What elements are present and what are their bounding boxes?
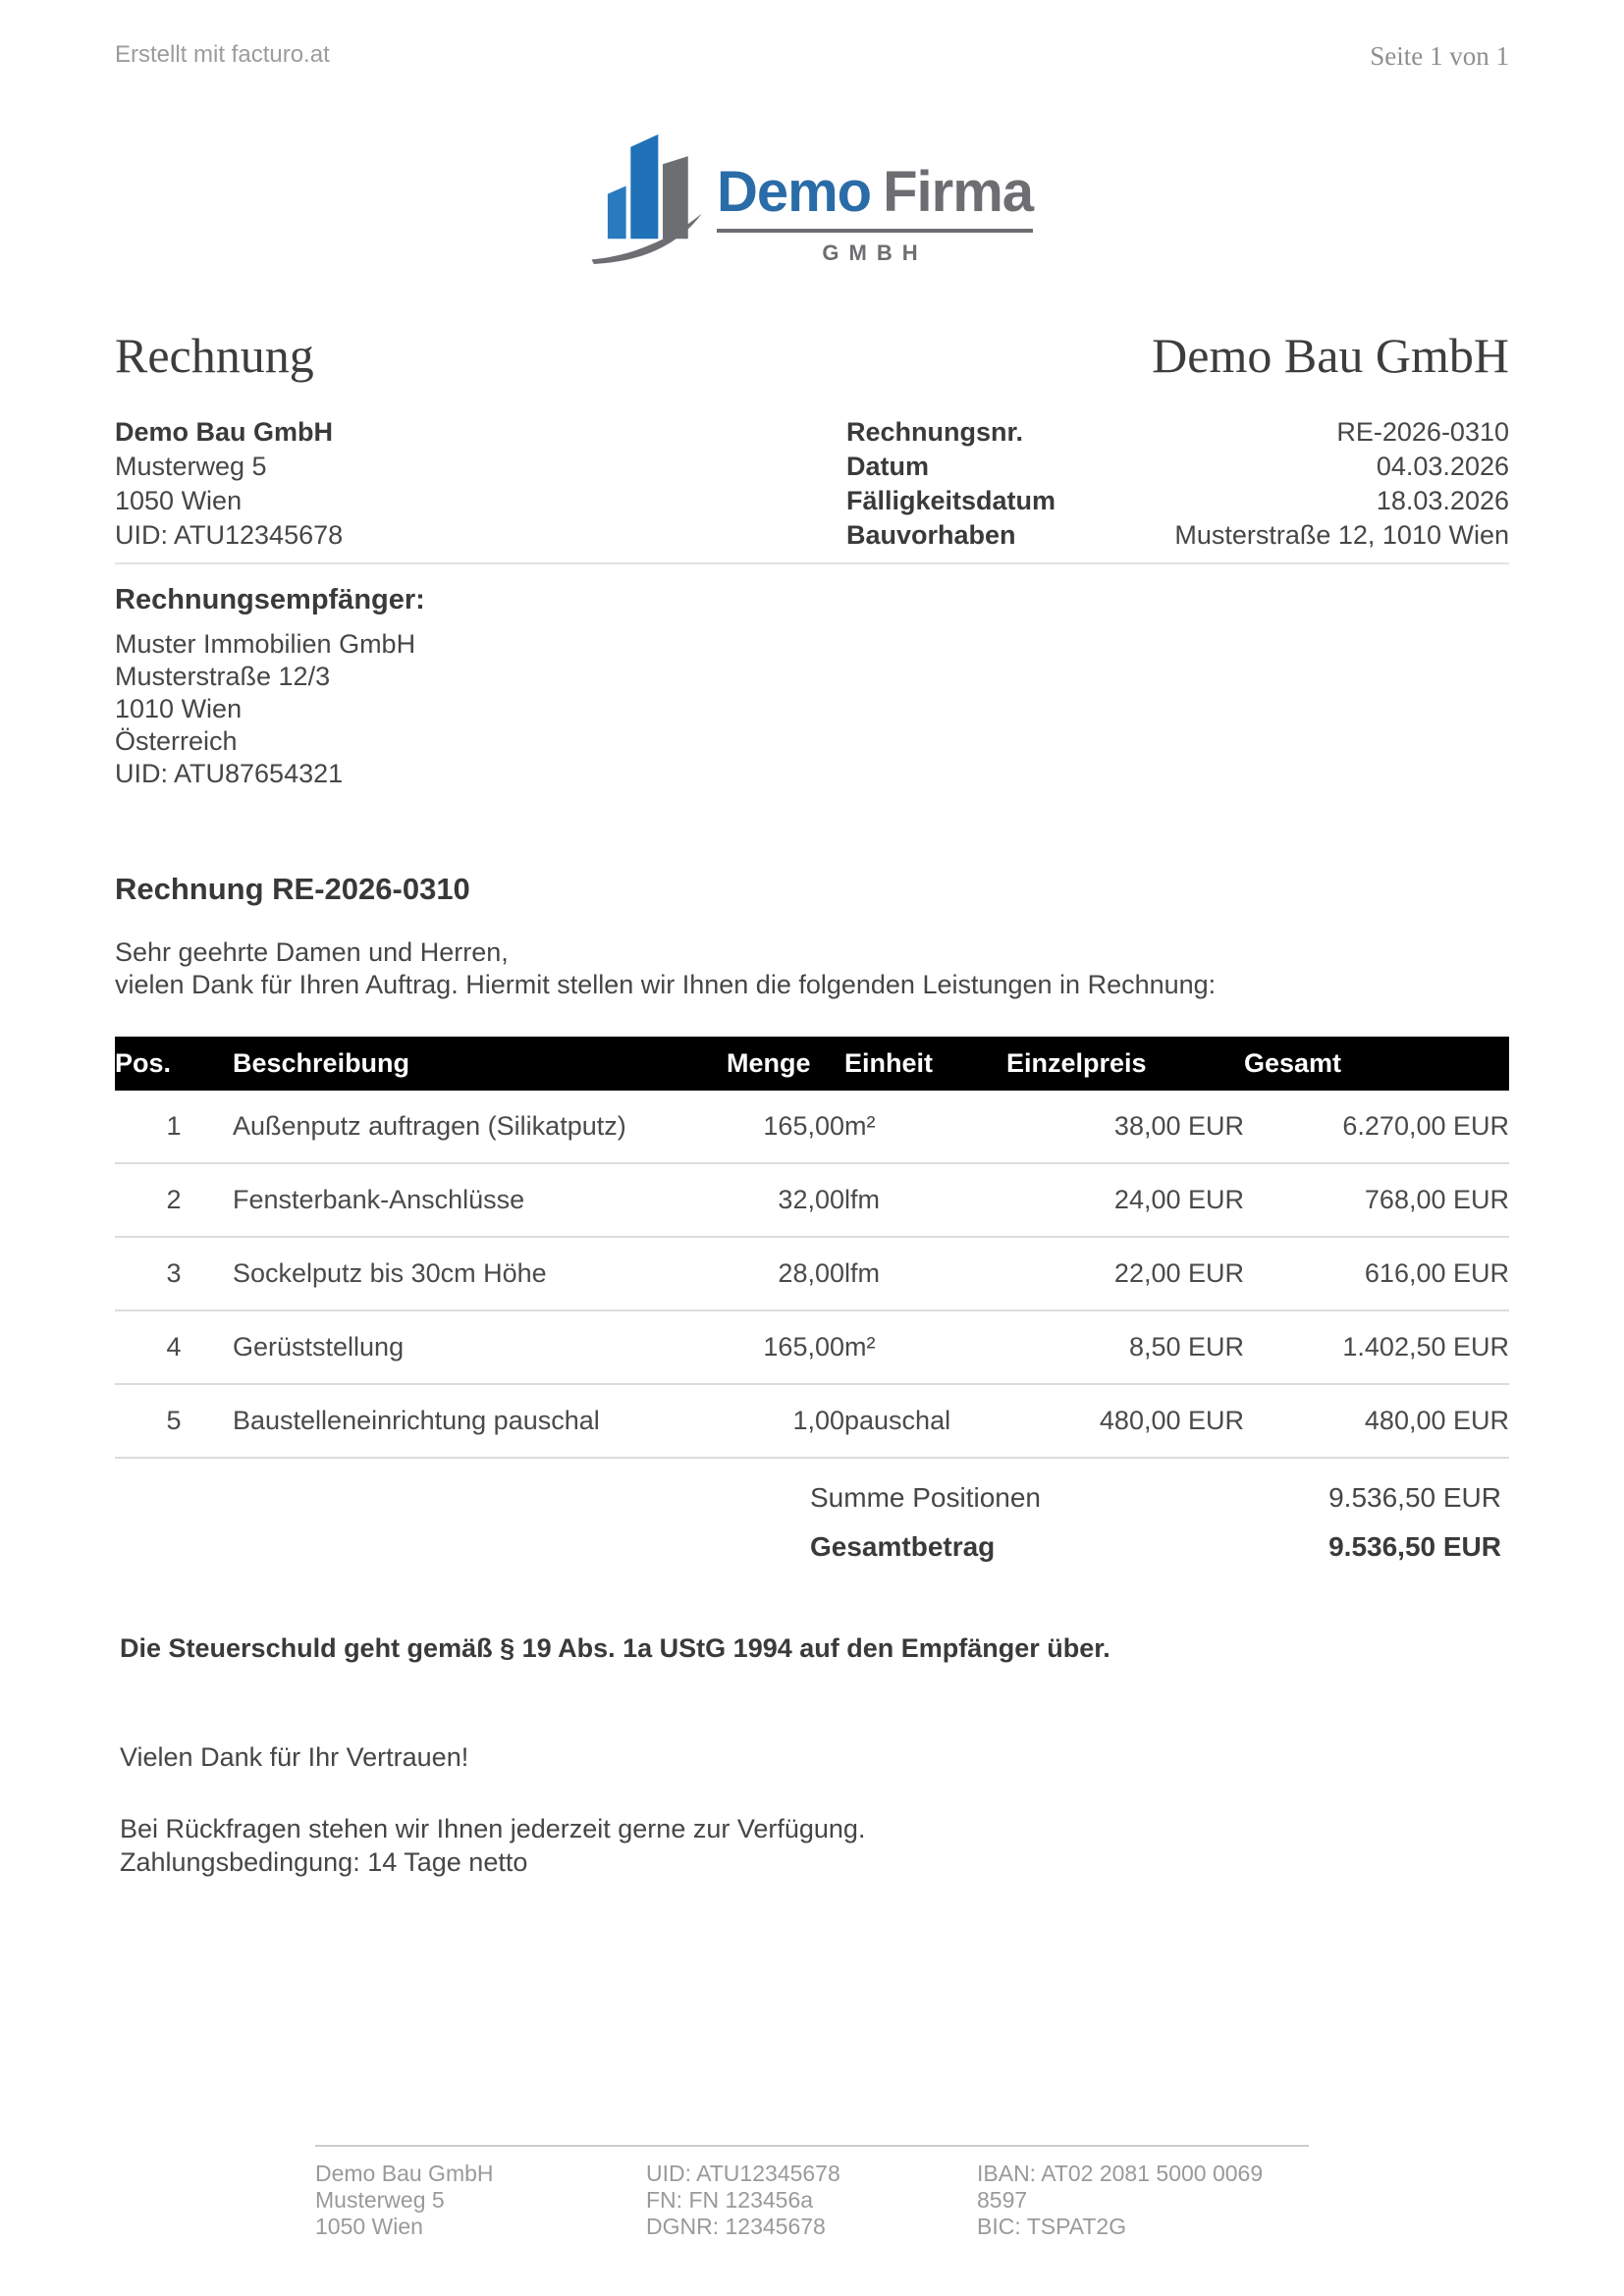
logo-word-firma: Firma xyxy=(883,160,1034,224)
cell-unit: lfm xyxy=(844,1163,1006,1237)
greeting-line-1: Sehr geehrte Damen und Herren, xyxy=(115,937,509,967)
greeting-block xyxy=(115,936,1509,1001)
logo-lockup xyxy=(591,129,1033,266)
cell-pos: 1 xyxy=(115,1091,233,1163)
meta-label: Bauvorhaben xyxy=(846,520,1016,550)
subtotal-value: 9.536,50 EUR xyxy=(1328,1482,1501,1513)
footer-company-name: Demo Bau GmbH xyxy=(315,2161,494,2186)
meta-row-due-date xyxy=(846,484,1509,518)
page-footer xyxy=(315,2145,1309,2240)
sender-city: 1050 Wien xyxy=(115,486,243,515)
logo-word-demo: Demo xyxy=(716,160,872,224)
sender-uid: UID: ATU12345678 xyxy=(115,520,344,550)
invoice-section-heading: Rechnung RE-2026-0310 xyxy=(115,872,470,906)
footer-fn: FN: FN 123456a xyxy=(646,2187,814,2213)
cell-total: 6.270,00 EUR xyxy=(1244,1091,1509,1163)
meta-label: Fälligkeitsdatum xyxy=(846,486,1056,515)
footer-dgnr: DGNR: 12345678 xyxy=(646,2214,826,2239)
column-header-description: Beschreibung xyxy=(233,1037,727,1091)
cell-pos: 5 xyxy=(166,1406,182,1435)
table-row xyxy=(115,1091,1509,1163)
table-row xyxy=(115,1384,1509,1457)
meta-value: RE-2026-0310 xyxy=(1336,417,1509,447)
invoice-meta-block xyxy=(846,415,1509,553)
cell-unit-price: 24,00 EUR xyxy=(1006,1163,1244,1237)
table-header-row xyxy=(115,1037,1509,1091)
cell-unit-price: 38,00 EUR xyxy=(1006,1091,1244,1163)
cell-quantity: 165,00 xyxy=(727,1310,844,1384)
buildings-icon xyxy=(591,129,707,264)
cell-pos: 3 xyxy=(115,1237,233,1310)
recipient-street: Musterstraße 12/3 xyxy=(115,662,331,691)
cell-description: Baustelleneinrichtung pauschal xyxy=(233,1406,600,1435)
section-divider xyxy=(115,562,1509,564)
meta-row-invoice-number xyxy=(846,415,1509,450)
footer-bank-column xyxy=(977,2161,1308,2240)
line-items-table xyxy=(115,1037,1509,1457)
grand-total-row xyxy=(115,1531,1509,1563)
company-logo xyxy=(115,129,1509,266)
totals-summary xyxy=(115,1457,1509,1563)
created-with-note: Erstellt mit facturo.at xyxy=(115,41,330,68)
subtotal-label: Summe Positionen xyxy=(810,1482,1042,1513)
company-title: Demo Bau GmbH xyxy=(1152,328,1509,383)
cell-pos: 4 xyxy=(115,1310,233,1384)
logo-wordmark xyxy=(716,160,1034,224)
sender-address-block xyxy=(115,415,343,553)
closing-line-1: Bei Rückfragen stehen wir Ihnen jederzeit gerne zur Verfügung. xyxy=(120,1814,866,1843)
footer-bic: BIC: TSPAT2G xyxy=(977,2214,1127,2239)
subtotal-row xyxy=(115,1482,1509,1514)
cell-description: Gerüststellung xyxy=(233,1310,727,1384)
meta-value: 18.03.2026 xyxy=(1376,486,1509,515)
cell-unit-price: 8,50 EUR xyxy=(1006,1310,1244,1384)
recipient-heading: Rechnungsempfänger: xyxy=(115,584,425,615)
column-header-total: Gesamt xyxy=(1244,1037,1509,1091)
column-header-pos: Pos. xyxy=(115,1037,233,1091)
cell-unit: pauschal xyxy=(844,1406,951,1435)
cell-total: 768,00 EUR xyxy=(1244,1163,1509,1237)
meta-value: Musterstraße 12, 1010 Wien xyxy=(1174,520,1509,550)
sender-street: Musterweg 5 xyxy=(115,452,267,481)
closing-block xyxy=(115,1812,1509,1879)
reverse-charge-note: Die Steuerschuld geht gemäß § 19 Abs. 1a UStG 1994 auf den Empfänger über. xyxy=(120,1633,1110,1663)
sender-name: Demo Bau GmbH xyxy=(115,417,334,447)
cell-unit-price: 480,00 EUR xyxy=(1099,1406,1244,1435)
logo-subtitle: GMBH xyxy=(822,240,928,265)
logo-underline xyxy=(717,229,1033,233)
cell-quantity: 165,00 xyxy=(727,1091,844,1163)
cell-total: 1.402,50 EUR xyxy=(1244,1310,1509,1384)
column-header-unit: Einheit xyxy=(844,1037,1006,1091)
title-row xyxy=(115,327,1509,384)
footer-company-street: Musterweg 5 xyxy=(315,2187,445,2213)
recipient-uid: UID: ATU87654321 xyxy=(115,759,344,788)
column-header-unit-price: Einzelpreis xyxy=(1006,1037,1244,1091)
table-row xyxy=(115,1310,1509,1384)
cell-unit: m² xyxy=(844,1310,1006,1384)
document-title: Rechnung xyxy=(115,328,314,383)
page-top-bar xyxy=(115,41,1509,72)
recipient-city: 1010 Wien xyxy=(115,694,243,723)
thanks-note: Vielen Dank für Ihr Vertrauen! xyxy=(120,1742,469,1772)
cell-description: Außenputz auftragen (Silikatputz) xyxy=(233,1091,727,1163)
cell-unit: m² xyxy=(844,1091,1006,1163)
cell-description: Sockelputz bis 30cm Höhe xyxy=(233,1237,727,1310)
footer-iban: IBAN: AT02 2081 5000 0069 8597 xyxy=(977,2161,1264,2213)
footer-uid: UID: ATU12345678 xyxy=(646,2161,840,2186)
grand-total-label: Gesamtbetrag xyxy=(810,1531,996,1562)
cell-total: 480,00 EUR xyxy=(1364,1406,1509,1435)
recipient-block xyxy=(115,584,1509,790)
cell-unit: lfm xyxy=(844,1237,1006,1310)
footer-company-city: 1050 Wien xyxy=(315,2214,423,2239)
cell-quantity: 32,00 xyxy=(727,1163,844,1237)
grand-total-value: 9.536,50 EUR xyxy=(1328,1531,1501,1562)
cell-description: Fensterbank-Anschlüsse xyxy=(233,1163,727,1237)
closing-line-2: Zahlungsbedingung: 14 Tage netto xyxy=(120,1847,528,1877)
table-row xyxy=(115,1163,1509,1237)
page-number: Seite 1 von 1 xyxy=(1370,41,1509,71)
meta-row-date xyxy=(846,450,1509,484)
cell-quantity: 28,00 xyxy=(727,1237,844,1310)
footer-registry-column xyxy=(646,2161,977,2240)
table-row xyxy=(115,1237,1509,1310)
meta-row-project xyxy=(846,518,1509,553)
cell-total: 616,00 EUR xyxy=(1244,1237,1509,1310)
meta-value: 04.03.2026 xyxy=(1376,452,1509,481)
info-row xyxy=(115,415,1509,553)
recipient-country: Österreich xyxy=(115,726,238,756)
meta-label: Rechnungsnr. xyxy=(846,417,1024,447)
greeting-line-2: vielen Dank für Ihren Auftrag. Hiermit stellen wir Ihnen die folgenden Leistungen in Rechnung: xyxy=(115,970,1217,999)
recipient-name: Muster Immobilien GmbH xyxy=(115,629,416,659)
cell-quantity: 1,00 xyxy=(792,1406,844,1435)
cell-pos: 2 xyxy=(115,1163,233,1237)
logo-text-column xyxy=(717,129,1033,266)
meta-label: Datum xyxy=(846,452,930,481)
footer-company-column xyxy=(315,2161,646,2240)
column-header-quantity: Menge xyxy=(727,1037,844,1091)
cell-unit-price: 22,00 EUR xyxy=(1006,1237,1244,1310)
